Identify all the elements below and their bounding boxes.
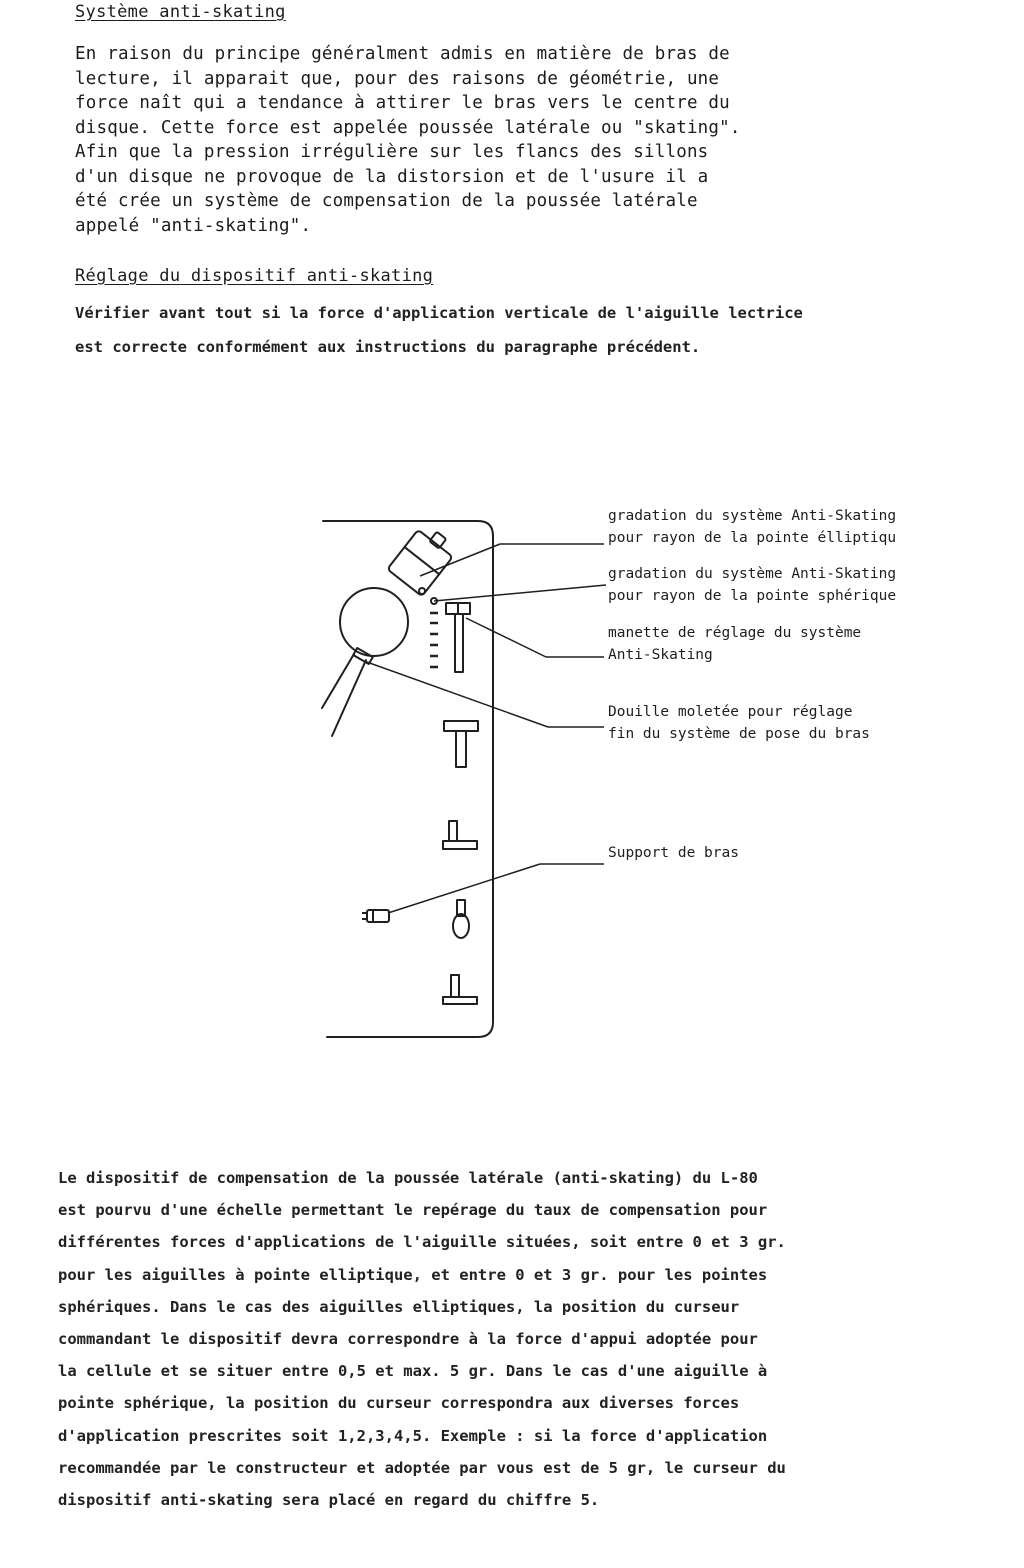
callout-elliptical-gradation: gradation du système Anti-Skating pour rayon de la pointe élliptiqu [608,508,897,546]
arm-support [443,821,477,849]
instruction-paragraph: Vérifier avant tout si la force d'application verticale de l'aiguille lectrice est correcte conformément aux instructions du paragraphe précédent. [75,304,803,356]
lower-support [443,975,477,1004]
section-compensation-scale [58,1162,958,1516]
counterweight [387,522,459,596]
compensation-paragraph: Le dispositif de compensation de la poussée latérale (anti-skating) du L-80 est pourvu d'une échelle permettant le repérage du taux de compensation pour différentes forces d'applications de l'aiguille situées, soit entre 0 et 3 gr. pour les aiguilles à pointe elliptique, et entre 0 et 3 gr. pour les pointes sphériques. Dans le cas des aiguilles elliptiques, la position du curseur commandant le dispositif devra correspondre à la force d'appui adoptée pour la cellule et se situer entre 0,5 et max. 5 gr. Dans le cas d'une aiguille à pointe sphérique, la position du curseur correspondra aux diverses forces d'application prescrites soit 1,2,3,4,5. Exemple : si la force d'application recommandée par le constructeur et adoptée par vous est de 5 gr, le curseur du dispositif anti-skating sera placé en regard du chiffre 5. [58,1169,786,1510]
section-anti-skating-system [75,2,955,238]
callout-knurled-knob: Douille moletée pour réglage fin du système de pose du bras [608,704,870,742]
anti-skating-lever [446,603,470,672]
section-heading: Réglage du dispositif anti-skating [75,266,434,286]
cue-lift [453,900,469,938]
callout-spherical-gradation: gradation du système Anti-Skating pour rayon de la pointe sphérique [608,566,897,604]
arm-rest-clip [362,910,389,922]
callout-arm-support: Support de bras [608,845,739,861]
elliptical-gradation-mark [419,588,425,594]
callout-anti-skating-lever: manette de réglage du système Anti-Skating [608,625,862,663]
intro-paragraph: En raison du principe généralment admis en matière de bras de lecture, il apparait que, pour des raisons de géométrie, une force naît qui a tendance à attirer le bras vers le centre du disque. Cette force est appelée poussée latérale ou "skating". Afin que la pression irrégulière sur les flancs des sillons d'un disque ne provoque de la distorsion et de l'usure il a été crée un système de compensation de la poussée latérale appelé "anti-skating". [75,44,741,236]
arm-tube [322,654,354,708]
arm-collar [353,648,373,664]
anti-skating-scale [430,613,438,667]
base-plate-outline [323,521,493,1037]
section-heading: Système anti-skating [75,2,286,22]
knurled-knob [444,721,478,767]
section-anti-skating-adjustment [75,266,975,364]
spherical-gradation-mark [431,598,437,604]
pivot-circle [340,588,408,656]
callout-leaders [364,544,606,913]
